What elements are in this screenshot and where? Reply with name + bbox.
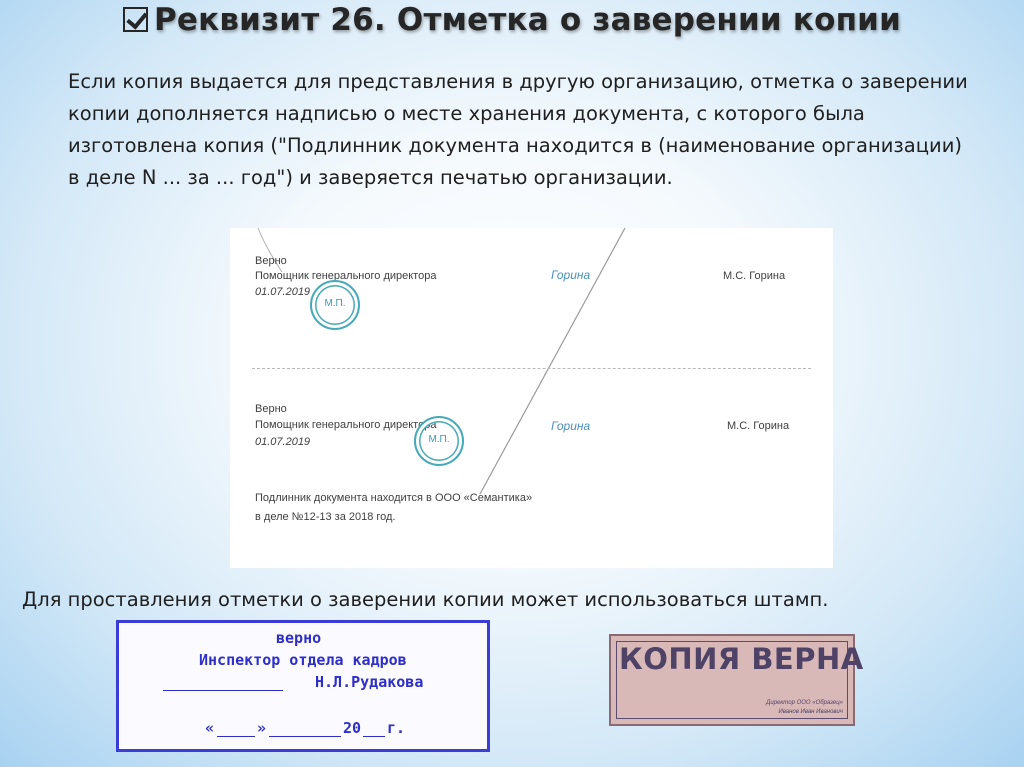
- blue-stamp-verno: верно: [276, 629, 322, 647]
- block1-position: Помощник генерального директора: [255, 270, 437, 282]
- pink-stamp-image: [609, 634, 864, 726]
- slide-title-text: Реквизит 26. Отметка о заверении копии: [153, 2, 902, 38]
- blue-stamp-name: Н.Л.Рудакова: [315, 673, 424, 691]
- seal-stamp-2: [414, 416, 464, 466]
- blue-stamp-year-line: [363, 736, 385, 737]
- pink-stamp-small-2: Иванов Иван Иванович: [778, 709, 843, 715]
- seal-1-label: М.П.: [324, 298, 346, 309]
- pink-stamp-main: КОПИЯ ВЕРНА: [619, 642, 864, 676]
- blue-stamp-month-line: [269, 736, 341, 737]
- block2-date: 01.07.2019: [255, 436, 311, 448]
- blue-stamp-quote-open: «: [205, 719, 215, 737]
- intro-paragraph: Если копия выдается для представления в другую организацию, отметка о заверении копии дополняется надписью о месте хранения документа, с которого была изготовлена копия ("Подлинник документа находится в (наименование организации) в деле N ... за ... год") и заверяется печатью организации.: [68, 70, 968, 189]
- block2-signature: Горина: [551, 419, 591, 433]
- block2-position: Помощник генерального директора: [255, 419, 437, 431]
- seal-stamp-1: [310, 280, 360, 330]
- block2-name: М.С. Горина: [727, 420, 790, 432]
- blue-stamp-quote-close: »: [257, 719, 267, 737]
- blue-stamp-year-suffix: г.: [387, 719, 406, 737]
- seal-2-label: М.П.: [428, 434, 450, 445]
- block1-date: 01.07.2019: [255, 286, 311, 298]
- sample-document-image: [230, 228, 833, 568]
- blue-stamp-image: [116, 620, 490, 752]
- checkbox-icon: [123, 7, 148, 32]
- blue-stamp-year: 20: [343, 719, 362, 737]
- block1-verno: Верно: [255, 255, 287, 267]
- storage-line-1: Подлинник документа находится в ООО «Семантика»: [255, 492, 533, 504]
- blue-stamp-position: Инспектор отдела кадров: [199, 651, 407, 669]
- dashed-divider: [252, 368, 811, 369]
- slide-title: [0, 2, 1024, 38]
- pink-stamp-small-1: Директор ООО «Образец»: [766, 700, 843, 706]
- block1-signature: Горина: [551, 268, 591, 282]
- block2-verno: Верно: [255, 403, 287, 415]
- blue-stamp-signature-line: [163, 690, 283, 691]
- storage-line-2: в деле №12-13 за 2018 год.: [255, 511, 396, 523]
- stamp-usage-text: Для проставления отметки о заверении копии может использоваться штамп.: [22, 588, 829, 611]
- blue-stamp-day-line: [217, 736, 255, 737]
- block1-name: М.С. Горина: [723, 270, 786, 282]
